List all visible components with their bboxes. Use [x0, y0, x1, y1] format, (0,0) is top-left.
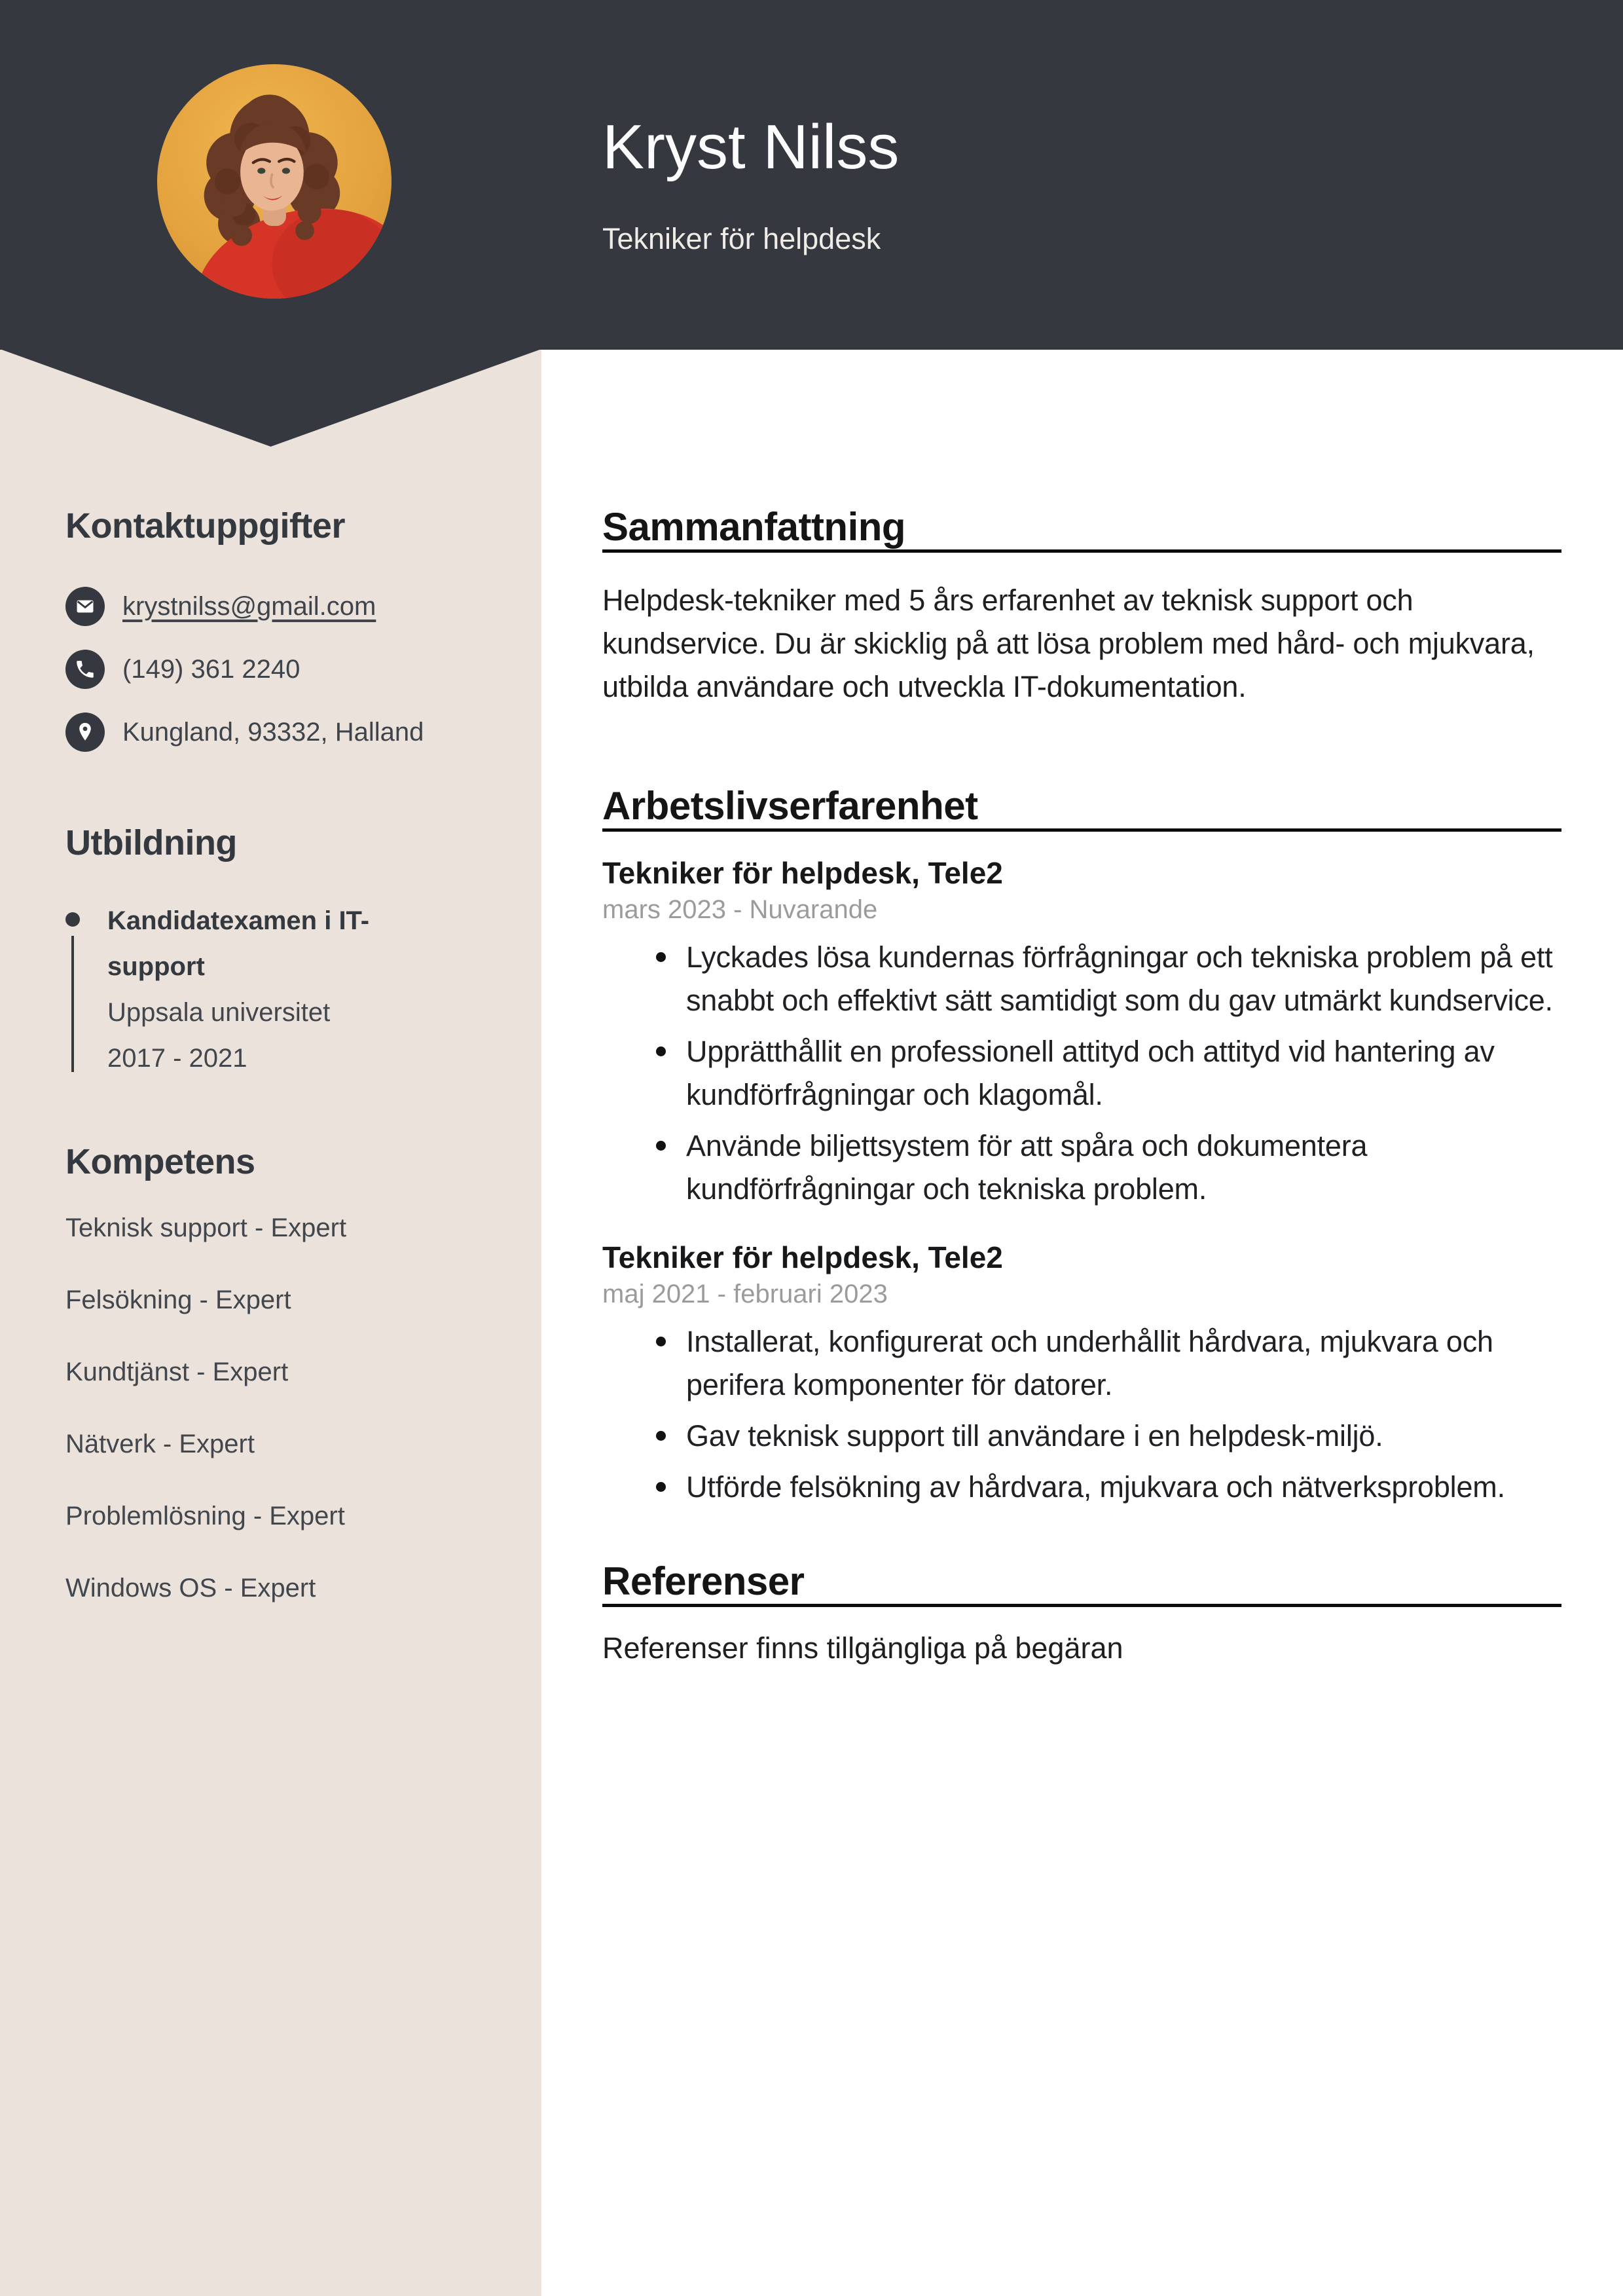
timeline-dot-icon	[65, 912, 80, 927]
phone-icon	[65, 650, 105, 689]
sidebar	[65, 506, 479, 1644]
experience-heading: Arbetslivserfarenhet	[602, 783, 1561, 832]
education-timeline	[65, 898, 80, 1081]
job-bullet: Gav teknisk support till användare i en helpdesk-miljö.	[602, 1415, 1561, 1458]
contact-heading: Kontaktuppgifter	[65, 506, 345, 546]
skill-item: Problemlösning - Expert	[65, 1502, 345, 1531]
job-dates: maj 2021 - februari 2023	[602, 1280, 888, 1309]
job-bullet-list	[602, 1320, 1561, 1509]
summary-heading: Sammanfattning	[602, 504, 1561, 553]
references-heading: Referenser	[602, 1559, 1561, 1607]
email-link[interactable]: krystnilss@gmail.com	[122, 591, 376, 621]
phone-number: (149) 361 2240	[122, 654, 301, 684]
skill-item: Teknisk support - Expert	[65, 1213, 347, 1243]
job-bullet: Installerat, konfigurerat och underhållit hårdvara, mjukvara och perifera komponenter för datorer.	[602, 1320, 1561, 1407]
job-bullet: Lyckades lösa kundernas förfrågningar och tekniska problem på ett snabbt och effektivt sätt samtidigt som du gav utmärkt kundservice.	[602, 936, 1561, 1022]
skills-list	[65, 1212, 479, 1604]
job-dates: mars 2023 - Nuvarande	[602, 895, 878, 925]
skill-item: Kundtjänst - Expert	[65, 1358, 289, 1387]
person-name: Kryst Nilss	[602, 112, 900, 182]
education-years: 2017 - 2021	[107, 1044, 247, 1073]
job-bullet-list	[602, 936, 1561, 1211]
job-entry	[602, 855, 1561, 1211]
job-title: Tekniker för helpdesk, Tele2	[602, 856, 1003, 890]
job-bullet: Utförde felsökning av hårdvara, mjukvara och nätverksproblem.	[602, 1466, 1561, 1509]
profile-photo-illustration	[157, 64, 392, 299]
skill-item: Windows OS - Expert	[65, 1574, 316, 1603]
header-text-block	[602, 113, 899, 255]
person-job-title: Tekniker för helpdesk	[602, 221, 881, 255]
timeline-line	[71, 936, 74, 1072]
education-heading: Utbildning	[65, 823, 237, 862]
contact-row-location	[65, 713, 479, 752]
contact-list	[65, 587, 479, 752]
job-bullet: Använde biljettsystem för att spåra och dokumentera kundförfrågningar och tekniska problem.	[602, 1124, 1561, 1211]
job-title: Tekniker för helpdesk, Tele2	[602, 1240, 1003, 1275]
skill-item: Nätverk - Expert	[65, 1430, 255, 1459]
main-column	[602, 504, 1561, 1670]
profile-photo	[157, 64, 392, 299]
education-degree: Kandidatexamen i IT-support	[107, 906, 370, 982]
education-item	[65, 898, 479, 1081]
skill-item: Felsökning - Expert	[65, 1286, 291, 1315]
job-bullet: Upprätthållit en professionell attityd och attityd vid hantering av kundförfrågningar och klagomål.	[602, 1030, 1561, 1117]
email-icon	[65, 587, 105, 626]
summary-text: Helpdesk-tekniker med 5 års erfarenhet av teknisk support och kundservice. Du är skicklig på att lösa problem med hård- och mjukvara, utbilda användare och utveckla IT-dokumentation.	[602, 583, 1535, 703]
address-text: Kungland, 93332, Halland	[122, 717, 424, 747]
skills-heading: Kompetens	[65, 1142, 255, 1182]
education-details	[107, 898, 415, 1081]
education-school: Uppsala universitet	[107, 998, 331, 1028]
job-entry	[602, 1240, 1561, 1509]
contact-row-phone	[65, 650, 479, 689]
references-text: Referenser finns tillgängliga på begäran	[602, 1631, 1123, 1665]
contact-row-email	[65, 587, 479, 626]
location-icon	[65, 713, 105, 752]
